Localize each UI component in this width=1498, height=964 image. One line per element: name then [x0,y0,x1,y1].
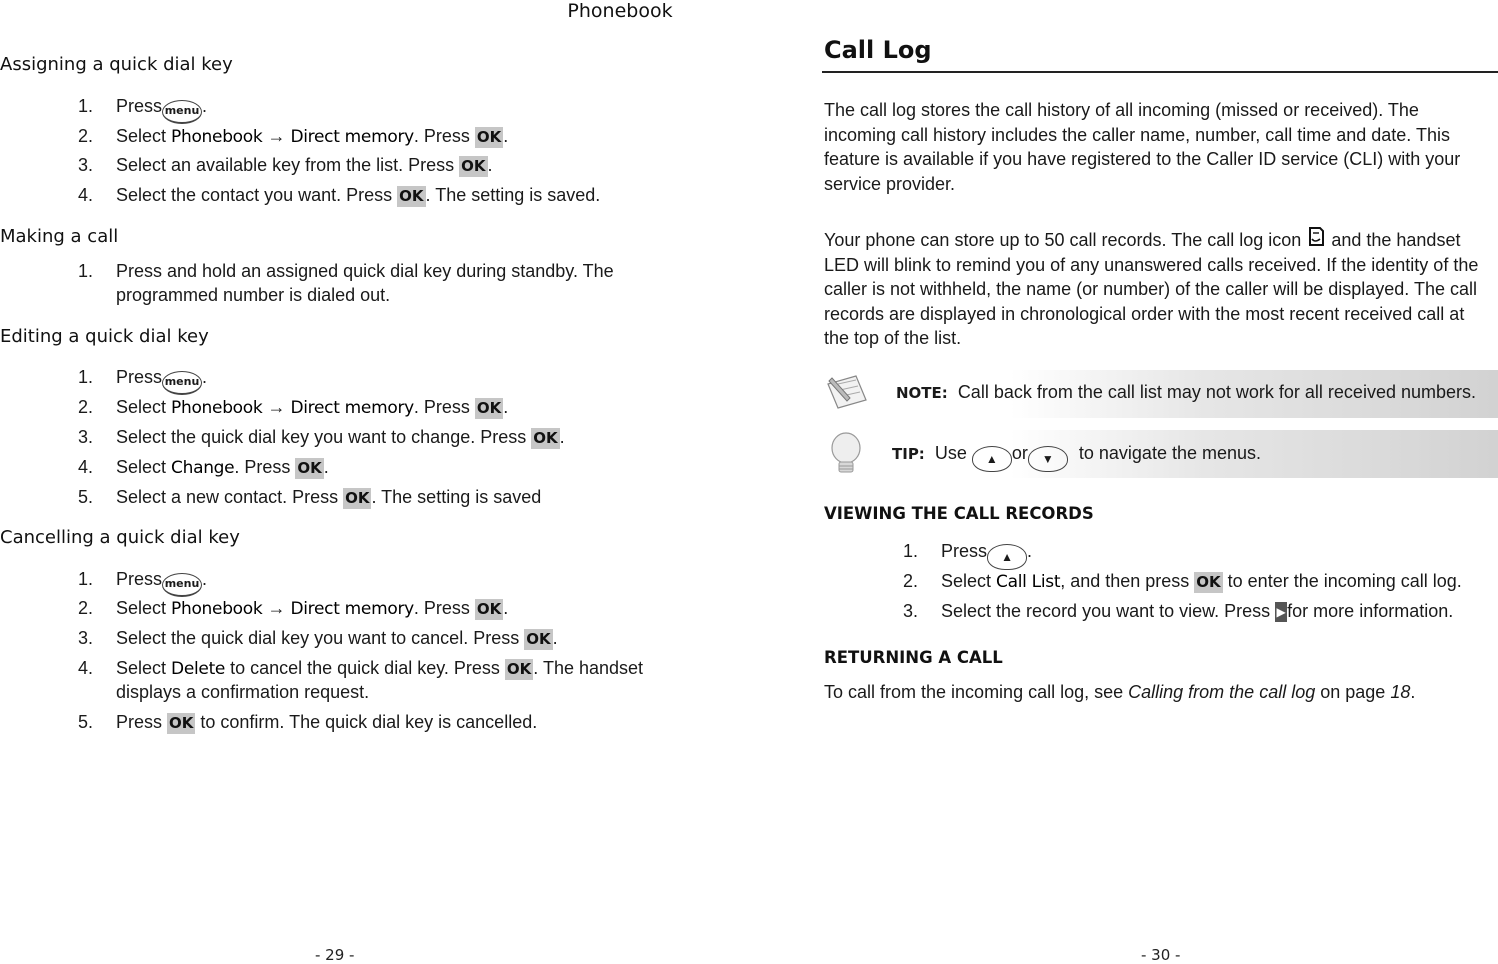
step-number: 3. [78,628,94,648]
step-text: . [202,96,208,116]
title-divider [822,71,1498,73]
step-text: . [202,569,208,589]
paragraph-line [824,225,1494,253]
page-header-title: Phonebook [567,0,673,22]
menu-key-icon: menu [162,573,202,597]
step-text: Select [116,598,172,618]
step-text: , and then press [1060,571,1195,591]
step-text: . [503,397,509,417]
tip-text [892,443,1261,472]
step-text: . Press [234,457,296,477]
tip-body: or [1011,443,1028,463]
paragraph-line: incoming call history includes the caller name, number, call time and date. This [824,124,1450,145]
note-body: Call back from the call list may not work for all received numbers. [957,382,1476,402]
step-text: . [552,628,558,648]
menu-key-icon: menu [162,371,202,395]
step-text: Press [116,712,168,732]
section-heading-cancelling: Cancelling a quick dial key [0,527,240,548]
step-text: Select a new contact. Press [116,487,344,507]
step-text: displays a confirmation request. [116,682,370,702]
right-arrow-key-icon: ▶ [1275,602,1287,622]
step-number: 4. [78,658,94,678]
nav-down-key-icon: ▼ [1028,446,1068,472]
step-text: . The handset [533,658,644,678]
ok-key-label: OK [345,489,370,507]
step-number: 2. [78,397,94,417]
step-text: . [487,155,493,175]
step-number: 1. [78,569,94,589]
step-text: Press and hold an assigned quick dial key during standby. The [116,261,614,281]
paragraph-text: Your phone can store up to 50 call records. The call log icon [824,230,1302,250]
page-title: Call Log [824,36,932,64]
step-text: programmed number is dialed out. [116,285,391,305]
step-text: . Press [413,598,475,618]
paragraph-text: on page [1315,682,1391,702]
call-log-icon [1306,225,1326,249]
paragraph-line: records are displayed in chronological order with the most recent received call at [824,303,1465,324]
arrow-icon: → [267,397,286,417]
nav-up-key-icon: ▲ [987,544,1027,570]
step-text: . The setting is saved. [425,185,601,205]
ok-key-label: OK [1196,573,1221,591]
step-text: to confirm. The quick dial key is cancelled. [195,712,538,732]
step-text: Select [941,571,997,591]
step-text: Select the quick dial key you want to cancel. Press [116,628,525,648]
step-text: . [1027,541,1033,561]
menu-path-item: Phonebook [171,398,263,418]
menu-path-item: Phonebook [171,599,263,619]
step-text: . Press [413,397,475,417]
tip-body: to navigate the menus. [1078,443,1262,463]
step-text: . [503,126,509,146]
menu-path-item: Direct memory [290,127,414,147]
menu-path-item: Change [171,458,235,478]
cross-reference-link: Calling from the call log [1128,682,1316,702]
menu-path-item: Phonebook [171,127,263,147]
menu-path-item: Delete [171,659,226,679]
step-text: Press [116,569,163,589]
arrow-icon: → [267,126,286,146]
paragraph-line: feature is available if you have registered to the Caller ID service (CLI) with your [824,149,1461,169]
note-label: NOTE: [896,384,948,402]
step-text: . [202,367,208,387]
step-number: 1. [78,96,94,116]
step-text: . The setting is saved [371,487,542,507]
ok-key-label: OK [476,399,502,417]
step-number: 2. [903,571,919,591]
ok-key-label: OK [506,660,532,678]
step-text: Press [941,541,988,561]
nav-up-key-icon: ▲ [972,446,1012,472]
intro-paragraph [824,98,1494,196]
step-text: to cancel the quick dial key. Press [225,658,505,678]
ok-key-label: OK [461,157,486,175]
step-text: Select [116,397,172,417]
step-text: Select an available key from the list. Press [116,155,460,175]
note-pencil-icon [826,370,872,410]
note-text [896,382,1476,403]
capacity-paragraph [824,225,1494,351]
ok-key-label: OK [297,459,322,477]
step-text: Select [116,658,172,678]
returning-paragraph [824,680,1494,705]
step-number: 1. [78,367,94,387]
menu-path-item: Direct memory [290,398,414,418]
tip-body: Use [934,443,967,463]
step-text: Press [116,96,163,116]
step-text: . [559,427,565,447]
step-text: . [503,598,509,618]
step-number: 2. [78,126,94,146]
section-heading-editing: Editing a quick dial key [0,326,209,347]
step-number: 1. [903,541,919,561]
step-number: 1. [78,261,94,281]
ok-key-label: OK [526,630,551,648]
page-reference: 18 [1390,682,1411,702]
step-text: Press [116,367,163,387]
tip-label: TIP: [892,445,925,463]
paragraph-line: The call log stores the call history of all incoming (missed or received). The [824,100,1419,120]
menu-path-item: Call List [996,572,1061,592]
paragraph-text: and the handset [1331,230,1461,250]
step-number: 4. [78,185,94,205]
arrow-icon: → [267,598,286,618]
step-number: 4. [78,457,94,477]
step-number: 3. [903,601,919,621]
paragraph-line: the top of the list. [824,328,962,348]
step-number: 3. [78,155,94,175]
ok-key-label: OK [476,600,502,618]
step-text: Select the record you want to view. Press [941,601,1276,621]
step-text: Select [116,457,172,477]
step-text: for more information. [1287,601,1454,621]
paragraph-line: LED will blink to remind you of any unanswered calls received. If the identity of the [824,254,1479,275]
paragraph-text: To call from the incoming call log, see [824,682,1129,702]
menu-path-item: Direct memory [290,599,414,619]
page-number-right: - 30 - [1141,946,1181,964]
ok-key-label: OK [169,714,194,732]
step-text: to enter the incoming call log. [1222,571,1462,591]
step-text: Select the contact you want. Press [116,185,398,205]
ok-key-label: OK [533,429,558,447]
ok-key-label: OK [399,187,424,205]
page-number-left: - 29 - [315,946,355,964]
section-heading-assigning: Assigning a quick dial key [0,54,233,75]
step-text: . Press [413,126,475,146]
step-number: 5. [78,712,94,732]
step-text: Select the quick dial key you want to change. Press [116,427,532,447]
step-number: 2. [78,598,94,618]
paragraph-text: . [1410,682,1416,702]
paragraph-line: service provider. [824,173,956,194]
ok-key-label: OK [476,128,502,146]
step-number: 5. [78,487,94,507]
lightbulb-icon [828,430,864,478]
section-heading-returning: RETURNING A CALL [824,648,1003,667]
section-heading-making-call: Making a call [0,226,119,247]
step-text: Select [116,126,172,146]
paragraph-line: caller is not withheld, the name (or number) of the caller will be displayed. The call [824,279,1477,299]
section-heading-viewing: VIEWING THE CALL RECORDS [824,504,1094,523]
menu-key-icon: menu [162,100,202,124]
step-number: 3. [78,427,94,447]
step-text: . [323,457,329,477]
